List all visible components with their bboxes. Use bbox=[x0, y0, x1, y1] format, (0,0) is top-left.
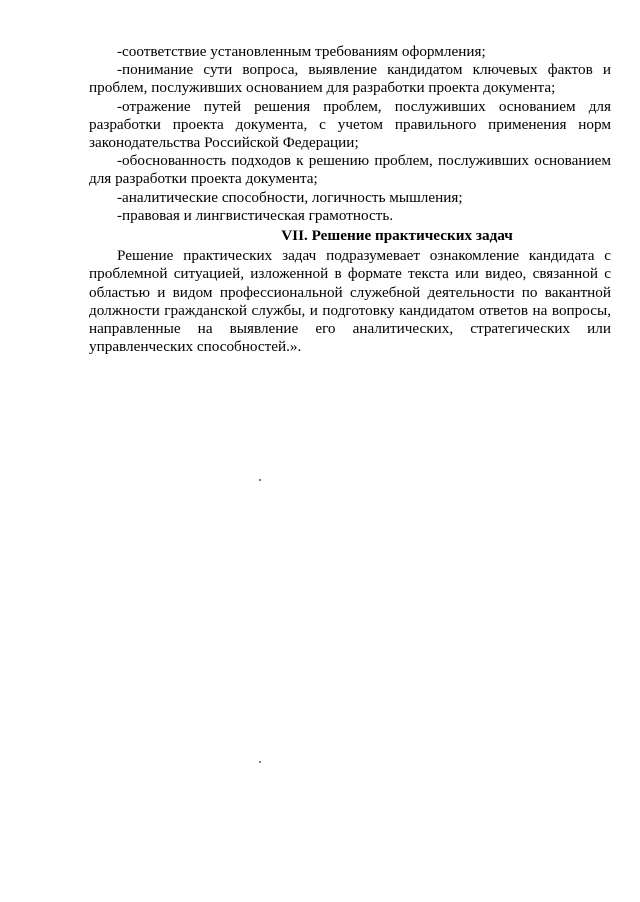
section-paragraph: Решение практических задач подразумевает ознакомление кандидата с проблемной ситуацией, изложенной в формате текста или видео, связанной с областью и видом профессиональной служебной деятельности по вакантной должности гражданской службы, и подготовку кандидатом ответов на вопросы, направленные на выявление его аналитических, стратегических или управленческих способностей.». bbox=[89, 247, 611, 356]
criteria-item-solutions: -отражение путей решения проблем, послуживших основанием для разработки проекта документа, с учетом правильного применения норм законодательства Российской Федерации; bbox=[89, 97, 611, 152]
document-body bbox=[89, 43, 611, 356]
scan-speck bbox=[259, 479, 261, 481]
section-heading: VII. Решение практических задач bbox=[281, 227, 513, 245]
criteria-item-understanding: -понимание сути вопроса, выявление кандидатом ключевых фактов и проблем, послуживших основанием для разработки проекта документа; bbox=[89, 61, 611, 97]
criteria-item-formatting: -соответствие установленным требованиям оформления; bbox=[117, 43, 486, 60]
criteria-item-literacy: -правовая и лингвистическая грамотность. bbox=[117, 206, 394, 224]
scan-speck bbox=[259, 761, 261, 763]
criteria-item-justification: -обоснованность подходов к решению проблем, послуживших основанием для разработки проекта документа; bbox=[89, 152, 611, 188]
criteria-item-analytical: -аналитические способности, логичность мышления; bbox=[117, 188, 463, 206]
